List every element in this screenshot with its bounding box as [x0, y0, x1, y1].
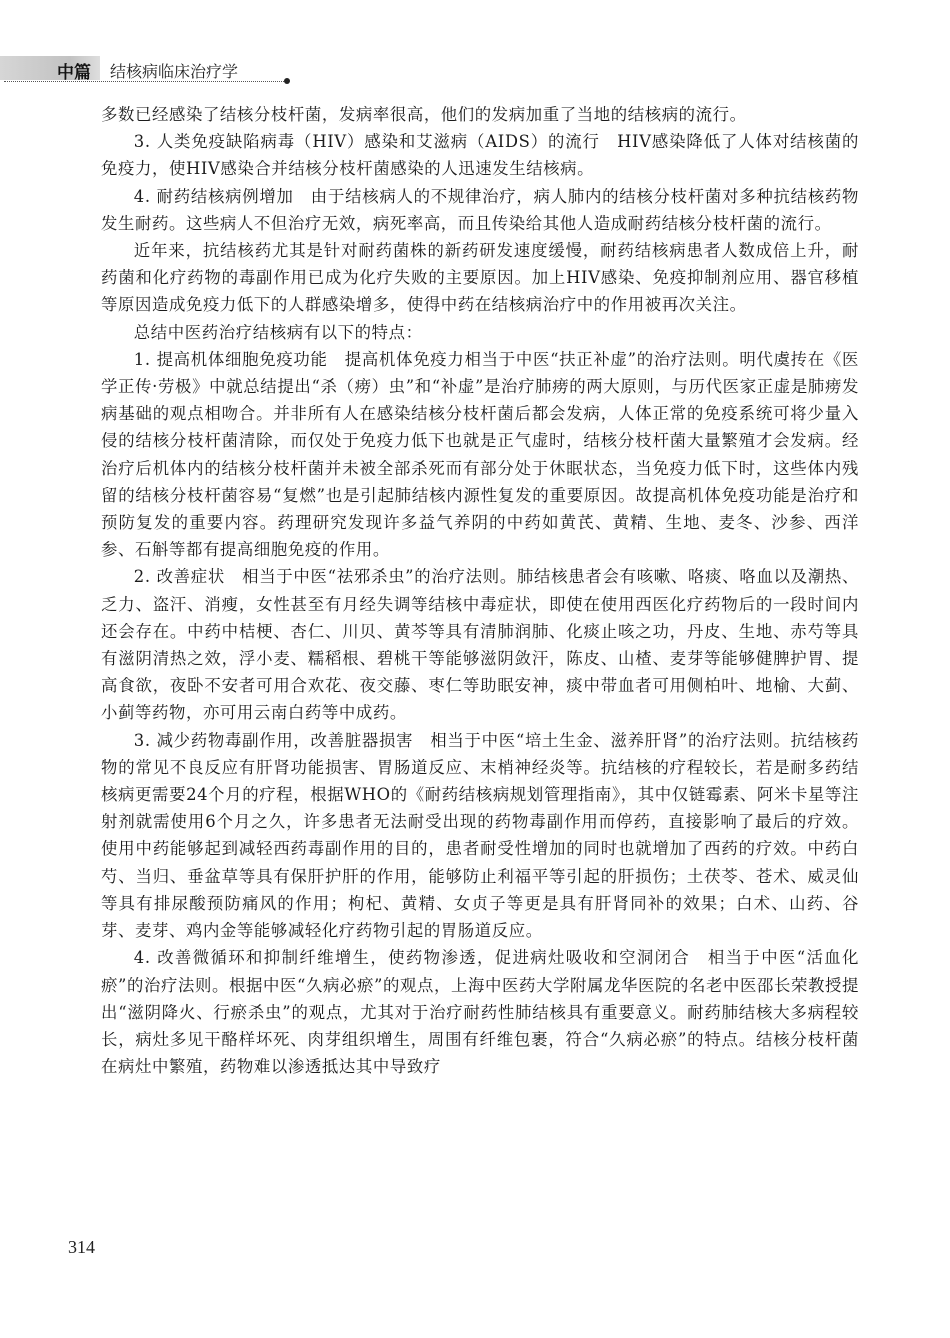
- header-dotted-rule: [4, 81, 286, 82]
- header-bullet-dot: [284, 78, 290, 84]
- paragraph-point-4-microcirculation: 4. 改善微循环和抑制纤维增生，使药物渗透，促进病灶吸收和空洞闭合 相当于中医“活血化瘀”的治疗法则。根据中医“久病必瘀”的观点，上海中医药大学附属龙华医院的名老中医邵长荣教授提出“滋阴降火、行瘀杀虫”的观点，尤其对于治疗耐药性肺结核具有重要意义。耐药肺结核大多病程较长，病灶多见干酪样坏死、肉芽组织增生，周围有纤维包裹，符合“久病必瘀”的特点。结核分枝杆菌在病灶中繁殖，药物难以渗透抵达其中导致疗: [101, 948, 859, 1077]
- running-header: [0, 56, 300, 82]
- page-number: 314: [68, 1237, 95, 1257]
- paragraph-drug-resistance: 4. 耐药结核病例增加 由于结核病人的不规律治疗，病人肺内的结核分枝杆菌对多种抗结核药物发生耐药。这些病人不但治疗无效，病死率高，而且传染给其他人造成耐药结核分枝杆菌的流行。: [101, 186, 859, 233]
- paragraph-point-1-immunity: 1. 提高机体细胞免疫功能 提高机体免疫力相当于中医“扶正补虚”的治疗法则。明代虞抟在《医学正传·劳极》中就总结提出“杀（痨）虫”和“补虚”是治疗肺痨的两大原则，与历代医家正虚是肺痨发病基础的观点相吻合。并非所有人在感染结核分枝杆菌后都会发病，人体正常的免疫系统可将少量入侵的结核分枝杆菌清除，而仅处于免疫力低下也就是正气虚时，结核分枝杆菌大量繁殖才会发病。经治疗后机体内的结核分枝杆菌并未被全部杀死而有部分处于休眠状态，当免疫力低下时，这些体内残留的结核分枝杆菌容易“复燃”也是引起肺结核内源性复发的重要原因。故提高机体免疫功能是治疗和预防复发的重要内容。药理研究发现许多益气养阴的中药如黄芪、黄精、生地、麦冬、沙参、西洋参、石斛等都有提高细胞免疫的作用。: [101, 349, 859, 560]
- paragraph-recent-years: 近年来，抗结核药尤其是针对耐药菌株的新药研发速度缓慢，耐药结核病患者人数成倍上升，耐药菌和化疗药物的毒副作用已成为化疗失败的主要原因。加上HIV感染、免疫抑制剂应用、器官移植等原因造成免疫力低下的人群感染增多，使得中药在结核病治疗中的作用被再次关注。: [101, 241, 859, 315]
- paragraph-point-3-side-effects: 3. 减少药物毒副作用，改善脏器损害 相当于中医“培土生金、滋养肝肾”的治疗法则。抗结核药物的常见不良反应有肝肾功能损害、胃肠道反应、末梢神经炎等。抗结核的疗程较长，若是耐多药结核病更需要24个月的疗程，根据WHO的《耐药结核病规划管理指南》，其中仅链霉素、阿米卡星等注射剂就需使用6个月之久，许多患者无法耐受出现的药物毒副作用而停药，直接影响了最后的疗效。使用中药能够起到减轻西药毒副作用的目的，患者耐受性增加的同时也就增加了西药的疗效。中药白芍、当归、垂盆草等具有保肝护肝的作用，能够防止利福平等引起的肝损伤；土茯苓、苍术、威灵仙等具有排尿酸预防痛风的作用；枸杞、黄精、女贞子等更是具有肝肾同补的效果；白术、山药、谷芽、麦芽、鸡内金等能够减轻化疗药物引起的胃肠道反应。: [101, 730, 859, 941]
- paragraph-hiv-aids: 3. 人类免疫缺陷病毒（HIV）感染和艾滋病（AIDS）的流行 HIV感染降低了人体对结核菌的免疫力，使HIV感染合并结核分枝杆菌感染的人迅速发生结核病。: [101, 132, 859, 179]
- paragraph-point-2-symptoms: 2. 改善症状 相当于中医“祛邪杀虫”的治疗法则。肺结核患者会有咳嗽、咯痰、咯血以及潮热、乏力、盗汗、消瘦，女性甚至有月经失调等结核中毒症状，即使在使用西医化疗药物后的一段时间内还会存在。中药中桔梗、杏仁、川贝、黄芩等具有清肺润肺、化痰止咳之功，丹皮、生地、赤芍等具有滋阴清热之效，浮小麦、糯稻根、碧桃干等能够滋阴敛汗，陈皮、山楂、麦芽等能够健脾护胃、提高食欲，夜卧不安者可用合欢花、夜交藤、枣仁等助眠安神，痰中带血者可用侧柏叶、地榆、大蓟、小蓟等药物，亦可用云南白药等中成药。: [101, 567, 859, 723]
- header-book-title: 结核病临床治疗学: [110, 62, 239, 81]
- paragraph-summary-intro: 总结中医药治疗结核病有以下的特点：: [133, 322, 423, 342]
- body-text: [101, 101, 859, 1080]
- paragraph-continued: 多数已经感染了结核分枝杆菌，发病率很高，他们的发病加重了当地的结核病的流行。: [101, 105, 747, 124]
- header-section-label: 中篇: [57, 63, 91, 83]
